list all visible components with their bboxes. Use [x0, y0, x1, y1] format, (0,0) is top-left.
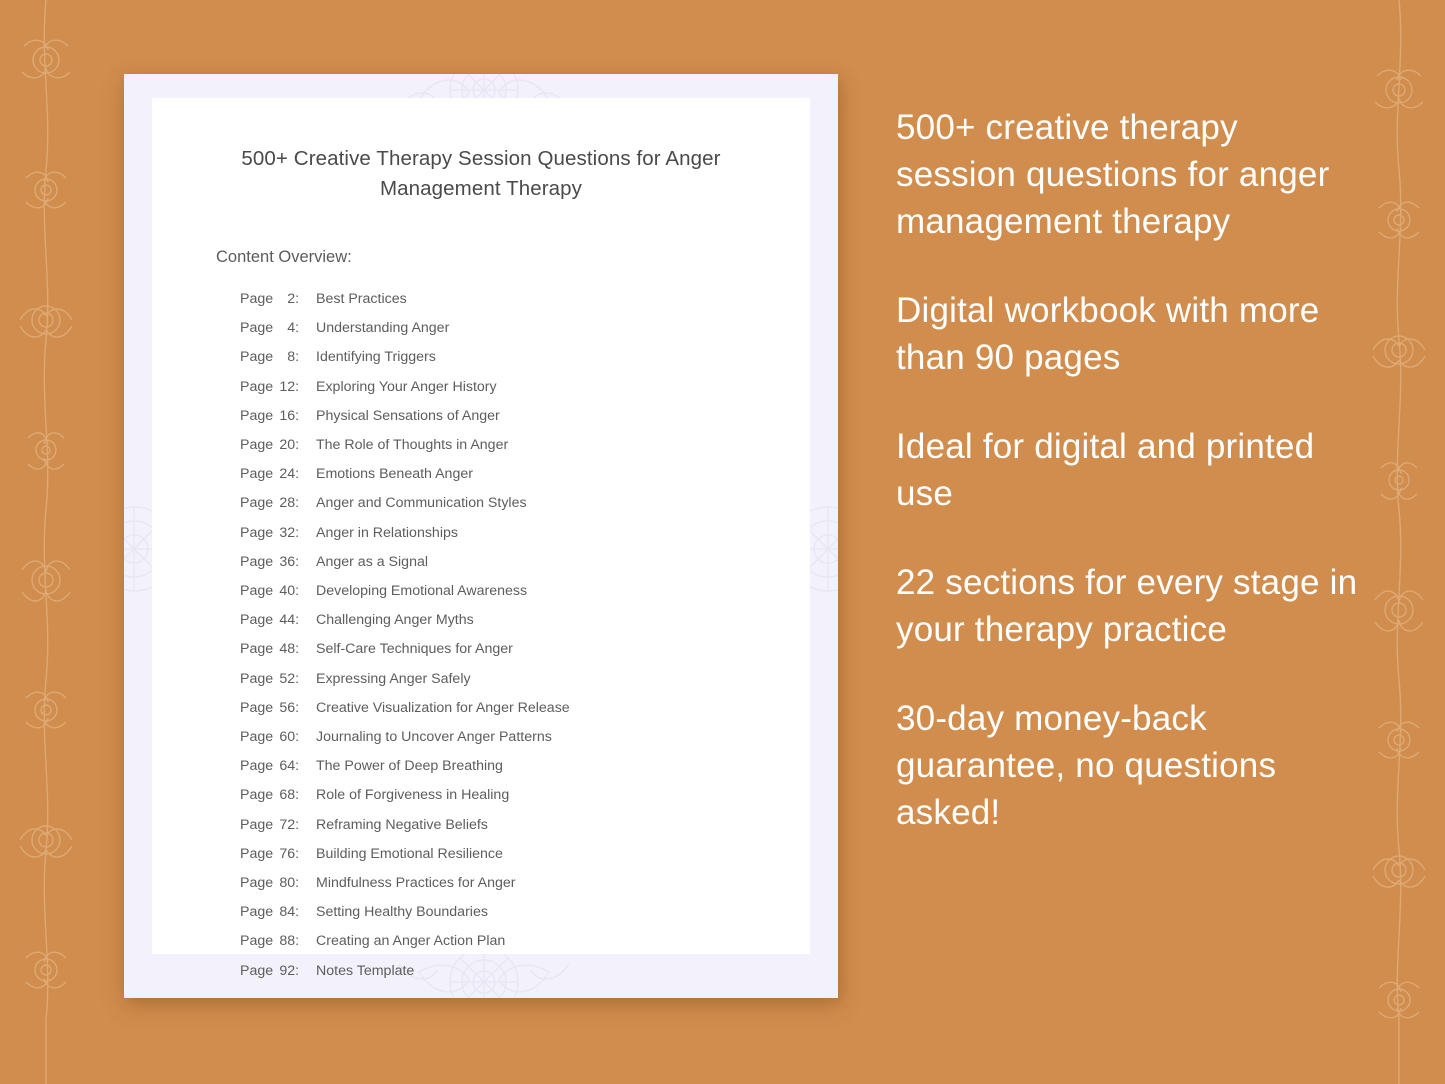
- toc-entry-title: Identifying Triggers: [316, 349, 436, 366]
- toc-page-number: 20: [279, 437, 296, 454]
- toc-entry-title: Expressing Anger Safely: [316, 670, 471, 687]
- toc-page-number: 88: [279, 933, 296, 950]
- toc-page-number: 36: [279, 553, 296, 570]
- toc-entry-page: Page 76:: [240, 840, 306, 869]
- toc-entry[interactable]: [240, 548, 762, 577]
- toc-page-word: Page: [240, 933, 274, 950]
- toc-entry-title: Creative Visualization for Anger Release: [316, 699, 570, 716]
- toc-page-word: Page: [240, 816, 274, 833]
- content-overview-label: Content Overview:: [216, 248, 352, 266]
- toc-entry[interactable]: [240, 957, 762, 986]
- toc-page-number: 64: [279, 758, 296, 775]
- toc-page-number: 24: [279, 466, 296, 483]
- toc-page-number: 56: [279, 699, 296, 716]
- toc-entry-page: Page 52:: [240, 665, 306, 694]
- toc-page-word: Page: [240, 349, 274, 366]
- marketing-copy-line: 30-day money-back guarantee, no questions asked!: [896, 699, 1277, 832]
- toc-page-number: 16: [279, 407, 296, 424]
- toc-page-word: Page: [240, 466, 274, 483]
- toc-entry-title: Anger in Relationships: [316, 524, 458, 541]
- toc-entry-page: Page 36:: [240, 548, 306, 577]
- toc-entry[interactable]: [240, 635, 762, 664]
- toc-page-number: 92: [279, 962, 296, 979]
- toc-entry-page: Page 12:: [240, 373, 306, 402]
- toc-entry-title: The Power of Deep Breathing: [316, 758, 503, 775]
- toc-entry[interactable]: [240, 373, 762, 402]
- toc-entry-page: Page 88:: [240, 927, 306, 956]
- workbook-inner-page: [152, 98, 810, 979]
- toc-page-word: Page: [240, 962, 274, 979]
- toc-page-number: 52: [279, 670, 296, 687]
- toc-page-word: Page: [240, 407, 274, 424]
- toc-entry-page: Page 24:: [240, 460, 306, 489]
- toc-entry-title: The Role of Thoughts in Anger: [316, 437, 509, 454]
- toc-entry-title: Challenging Anger Myths: [316, 612, 474, 629]
- toc-page-number: 4: [287, 320, 296, 337]
- toc-entry-title: Building Emotional Resilience: [316, 845, 503, 862]
- toc-entry-title: Creating an Anger Action Plan: [316, 933, 506, 950]
- toc-page-number: 76: [279, 845, 296, 862]
- toc-entry-page: Page 32:: [240, 519, 306, 548]
- toc-entry-page: Page 8:: [240, 343, 306, 372]
- toc-page-word: Page: [240, 524, 274, 541]
- toc-entry[interactable]: [240, 927, 762, 956]
- toc-entry[interactable]: [240, 781, 762, 810]
- toc-entry-page: Page 40:: [240, 577, 306, 606]
- toc-page-word: Page: [240, 845, 274, 862]
- toc-entry[interactable]: [240, 606, 762, 635]
- toc-page-word: Page: [240, 553, 274, 570]
- toc-entry[interactable]: [240, 460, 762, 489]
- toc-entry-title: Best Practices: [316, 291, 407, 307]
- toc-entry[interactable]: [240, 577, 762, 606]
- toc-page-word: Page: [240, 437, 274, 454]
- toc-page-number: 84: [279, 904, 296, 921]
- floral-border-right-decoration: [1353, 0, 1445, 1084]
- toc-page-word: Page: [240, 699, 274, 716]
- toc-page-number: 40: [279, 583, 296, 600]
- toc-entry-title: Developing Emotional Awareness: [316, 583, 528, 600]
- toc-entry-title: Setting Healthy Boundaries: [316, 904, 488, 921]
- toc-entry[interactable]: [240, 840, 762, 869]
- toc-entry-page: Page 16:: [240, 402, 306, 431]
- toc-page-word: Page: [240, 729, 274, 746]
- toc-page-number: 48: [279, 641, 296, 658]
- toc-page-word: Page: [240, 320, 274, 337]
- toc-entry[interactable]: [240, 431, 762, 460]
- toc-entry-title: Exploring Your Anger History: [316, 378, 497, 395]
- toc-page-number: 44: [279, 612, 296, 629]
- toc-entry[interactable]: [240, 519, 762, 548]
- toc-page-word: Page: [240, 787, 274, 804]
- floral-border-left-decoration: [0, 0, 92, 1084]
- toc-page-word: Page: [240, 495, 274, 512]
- toc-entry[interactable]: [240, 285, 762, 314]
- toc-entry[interactable]: [240, 869, 762, 898]
- toc-page-number: 72: [279, 816, 296, 833]
- toc-entry-page: Page 60:: [240, 723, 306, 752]
- toc-entry-page: Page 84:: [240, 898, 306, 927]
- toc-entry[interactable]: [240, 489, 762, 518]
- toc-entry-page: Page 80:: [240, 869, 306, 898]
- toc-page-word: Page: [240, 904, 274, 921]
- toc-page-word: Page: [240, 291, 274, 307]
- toc-entry-title: Anger and Communication Styles: [316, 495, 527, 512]
- marketing-copy-line: Ideal for digital and printed use: [896, 427, 1315, 513]
- toc-entry[interactable]: [240, 752, 762, 781]
- toc-page-word: Page: [240, 875, 274, 892]
- toc-page-number: 32: [279, 524, 296, 541]
- toc-entry-title: Anger as a Signal: [316, 553, 428, 570]
- toc-page-number: 12: [279, 378, 296, 395]
- marketing-copy-list: [896, 104, 1366, 836]
- toc-page-word: Page: [240, 670, 274, 687]
- toc-page-number: 80: [279, 875, 296, 892]
- toc-entry-page: Page 4:: [240, 314, 306, 343]
- toc-entry-title: Mindfulness Practices for Anger: [316, 875, 516, 892]
- toc-page-number: 68: [279, 787, 296, 804]
- page-title: 500+ Creative Therapy Session Questions for Anger Management Therapy: [241, 147, 721, 200]
- toc-entry-title: Role of Forgiveness in Healing: [316, 787, 510, 804]
- toc-entry-page: Page 72:: [240, 811, 306, 840]
- toc-entry-title: Self-Care Techniques for Anger: [316, 641, 513, 658]
- toc-entry[interactable]: [240, 694, 762, 723]
- toc-entry-page: Page 56:: [240, 694, 306, 723]
- marketing-copy-line: 500+ creative therapy session questions for anger management therapy: [896, 108, 1330, 241]
- toc-entry[interactable]: [240, 402, 762, 431]
- toc-entry-title: Notes Template: [316, 962, 415, 979]
- toc-page-word: Page: [240, 758, 274, 775]
- toc-entry[interactable]: [240, 723, 762, 752]
- toc-entry[interactable]: [240, 665, 762, 694]
- toc-entry-page: Page 44:: [240, 606, 306, 635]
- toc-page-number: 60: [279, 729, 296, 746]
- toc-entry-title: Emotions Beneath Anger: [316, 466, 473, 483]
- toc-entry[interactable]: [240, 343, 762, 372]
- toc-entry-page: Page 28:: [240, 489, 306, 518]
- toc-page-number: 8: [287, 349, 296, 366]
- toc-entry-page: Page 64:: [240, 752, 306, 781]
- toc-entry-title: Understanding Anger: [316, 320, 450, 337]
- toc-entry[interactable]: [240, 314, 762, 343]
- toc-entry-page: Page 2:: [240, 285, 306, 314]
- table-of-contents: [240, 285, 762, 986]
- toc-entry-title: Journaling to Uncover Anger Patterns: [316, 729, 552, 746]
- toc-entry-page: Page 92:: [240, 957, 306, 986]
- toc-entry-title: Reframing Negative Beliefs: [316, 816, 488, 833]
- workbook-preview-card: [124, 74, 838, 998]
- toc-entry[interactable]: [240, 898, 762, 927]
- toc-entry-page: Page 68:: [240, 781, 306, 810]
- toc-entry-title: Physical Sensations of Anger: [316, 407, 500, 424]
- toc-entry-page: Page 20:: [240, 431, 306, 460]
- marketing-copy-line: 22 sections for every stage in your therapy practice: [896, 563, 1358, 649]
- toc-page-word: Page: [240, 612, 274, 629]
- marketing-copy-line: Digital workbook with more than 90 pages: [896, 291, 1320, 377]
- toc-entry[interactable]: [240, 811, 762, 840]
- toc-page-word: Page: [240, 583, 274, 600]
- toc-entry-page: Page 48:: [240, 635, 306, 664]
- toc-page-word: Page: [240, 641, 274, 658]
- toc-page-number: 28: [279, 495, 296, 512]
- toc-page-word: Page: [240, 378, 274, 395]
- toc-page-number: 2: [287, 291, 296, 307]
